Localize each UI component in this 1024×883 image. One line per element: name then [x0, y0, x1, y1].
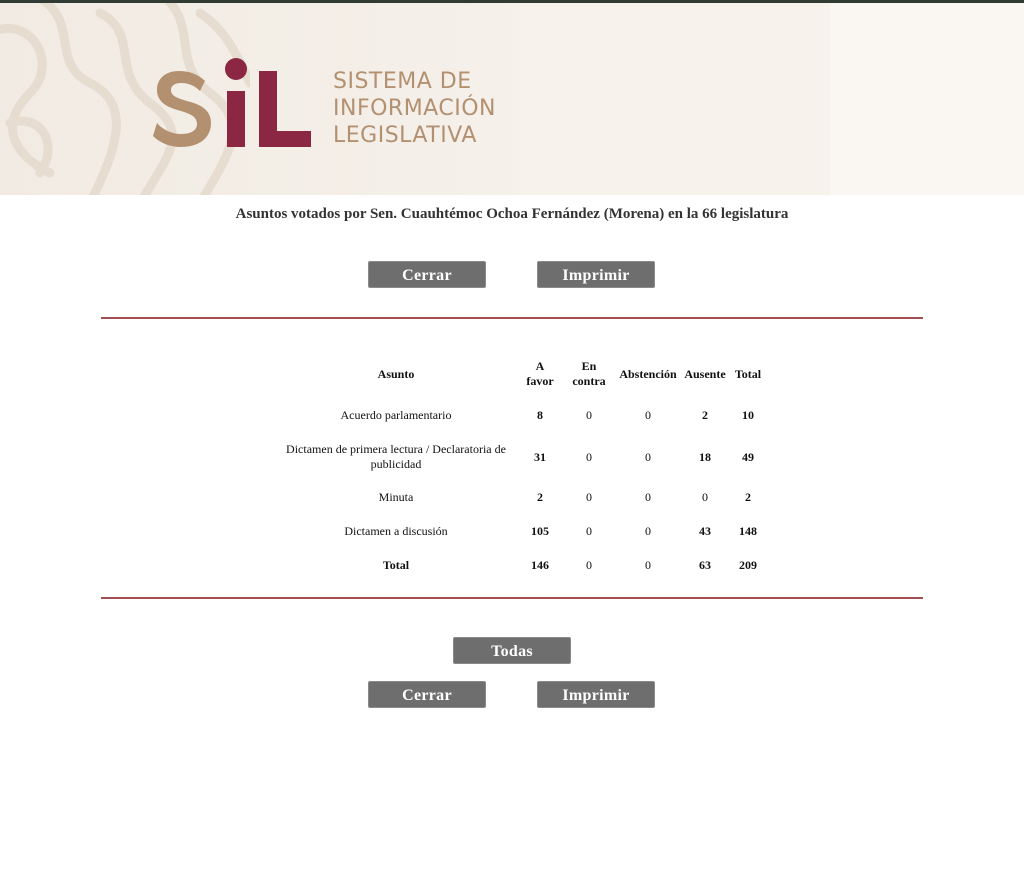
- logo-text-line: SISTEMA DE: [333, 69, 472, 94]
- cell-asunto: Dictamen a discusión: [344, 523, 448, 538]
- cell-ausente: 43: [699, 523, 711, 538]
- votes-table: [276, 352, 768, 582]
- cell-asunto-line: Dictamen de primera lectura / Declaratoria de: [286, 442, 506, 456]
- close-button-top[interactable]: Cerrar: [368, 261, 486, 288]
- col-header-ausente: Ausente: [684, 366, 726, 381]
- table-row: [276, 434, 768, 480]
- print-button-top[interactable]: Imprimir: [537, 261, 655, 288]
- logo-text-line: INFORMACIÓN: [333, 96, 496, 121]
- col-header-en-contra: [564, 352, 614, 396]
- logo-text: [333, 68, 496, 149]
- cell-total: 49: [742, 449, 754, 464]
- cell-a-favor: 31: [534, 449, 546, 464]
- sil-logo: [153, 53, 318, 153]
- col-header-abstencion: Abstención: [619, 366, 677, 381]
- page-title: Asuntos votados por Sen. Cuauhtémoc Ochoa Fernández (Morena) en la 66 legislatura: [235, 206, 789, 222]
- col-header-a-favor: [516, 352, 564, 396]
- cell-a-favor: 8: [537, 407, 543, 422]
- col-header-text: A: [535, 359, 545, 373]
- cell-ausente: 18: [699, 449, 711, 464]
- table-total-row: [276, 548, 768, 582]
- table-header-row: [276, 352, 768, 396]
- table-row: [276, 396, 768, 434]
- col-header-text: En: [581, 359, 597, 373]
- cell-asunto: Minuta: [378, 489, 414, 504]
- cell-a-favor: 105: [531, 523, 549, 538]
- cell-abstencion: 0: [645, 449, 651, 464]
- cell-en-contra: 0: [586, 557, 592, 572]
- cell-en-contra: 0: [586, 489, 592, 504]
- col-header-text: favor: [526, 374, 554, 388]
- cell-asunto: [276, 434, 516, 480]
- cell-total: 2: [745, 489, 751, 504]
- cell-abstencion: 0: [645, 489, 651, 504]
- banner-panel: [830, 3, 1024, 195]
- divider-top: [101, 317, 923, 319]
- cell-abstencion: 0: [645, 407, 651, 422]
- logo-text-line: LEGISLATIVA: [333, 123, 477, 148]
- cell-a-favor: 2: [537, 489, 543, 504]
- cell-ausente: 63: [699, 557, 711, 572]
- cell-abstencion: 0: [645, 557, 651, 572]
- close-button-bottom[interactable]: Cerrar: [368, 681, 486, 708]
- header-banner: [0, 3, 1024, 195]
- cell-asunto-line: publicidad: [370, 457, 422, 471]
- cell-ausente: 2: [702, 407, 708, 422]
- cell-ausente: 0: [702, 489, 708, 504]
- cell-total: 209: [739, 557, 757, 572]
- print-button-bottom[interactable]: Imprimir: [537, 681, 655, 708]
- col-header-total: Total: [734, 366, 762, 381]
- cell-asunto: Total: [382, 557, 410, 572]
- cell-en-contra: 0: [586, 407, 592, 422]
- cell-a-favor: 146: [531, 557, 549, 572]
- banner-panel: [520, 3, 830, 195]
- cell-asunto: Acuerdo parlamentario: [340, 407, 452, 422]
- col-header-text: contra: [572, 374, 606, 388]
- all-button[interactable]: Todas: [453, 637, 571, 664]
- divider-bottom: [101, 597, 923, 599]
- cell-total: 148: [739, 523, 757, 538]
- cell-abstencion: 0: [645, 523, 651, 538]
- table-row: [276, 480, 768, 514]
- table-row: [276, 514, 768, 548]
- cell-total: 10: [742, 407, 754, 422]
- cell-en-contra: 0: [586, 449, 592, 464]
- cell-en-contra: 0: [586, 523, 592, 538]
- col-header-asunto: Asunto: [377, 366, 415, 381]
